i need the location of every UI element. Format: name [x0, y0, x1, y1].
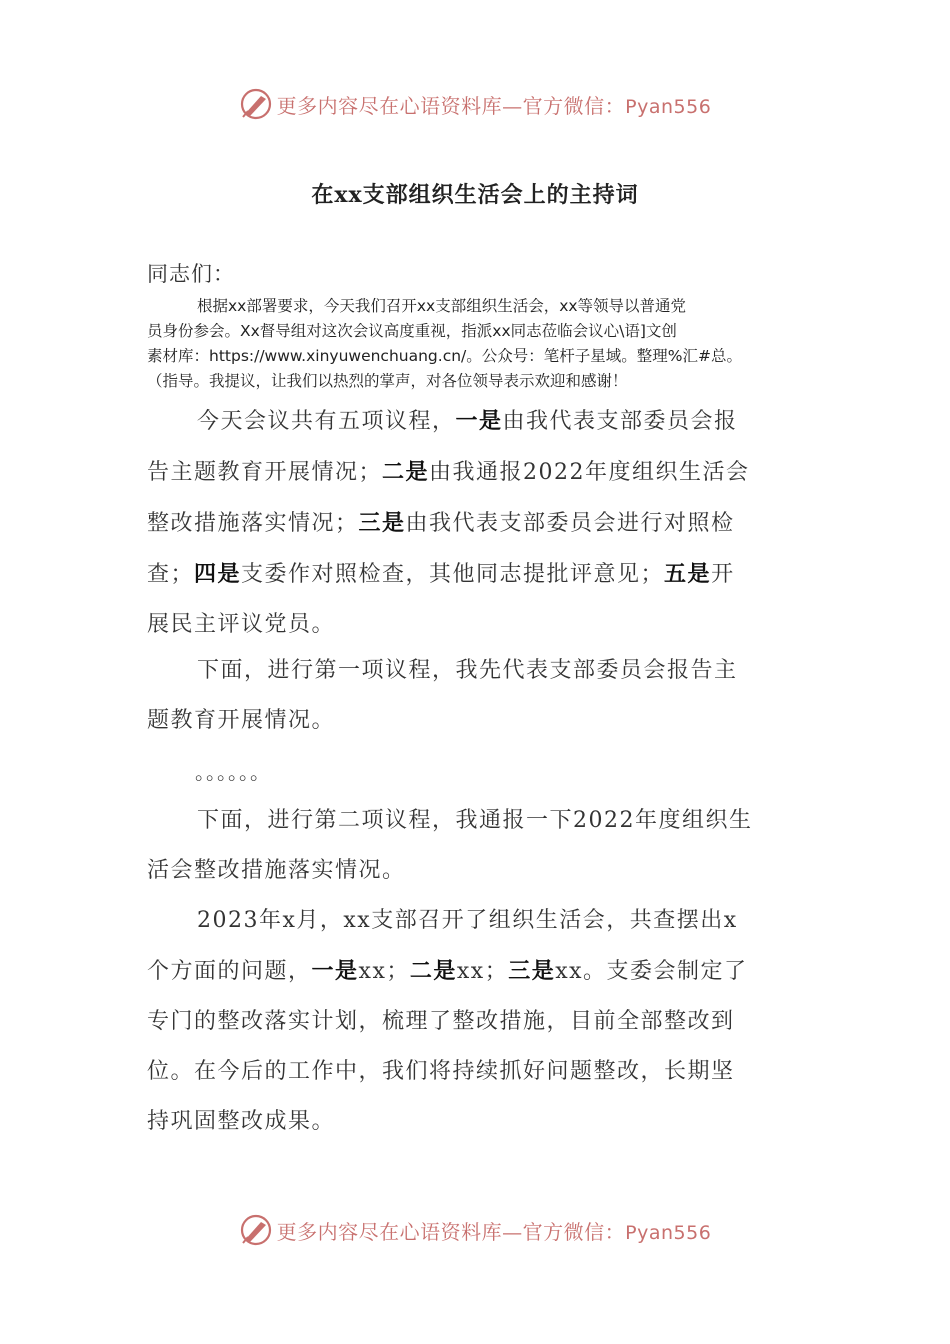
- text-run: 告主题教育开展情况；: [147, 460, 383, 485]
- paragraph-line: 持巩固整改成果。: [147, 1109, 336, 1134]
- item1-paragraph: [147, 646, 807, 746]
- notice-line: 员身份参会。Xx督导组对这次会议高度重视，指派xx同志莅临会议心\语]文创: [147, 322, 677, 340]
- banner-text: [277, 1216, 712, 1245]
- text-run: xx；: [358, 959, 410, 984]
- text-run: xx。支委会制定了: [555, 959, 748, 984]
- banner-wechat-id: Pyan556: [625, 1221, 712, 1244]
- bold-run: 三是: [508, 958, 556, 984]
- banner-wechat-id: Pyan556: [625, 95, 712, 118]
- paragraph-line: [147, 498, 807, 549]
- text-run: 开: [711, 562, 735, 587]
- paragraph-line: 活会整改措施落实情况。: [147, 858, 406, 883]
- bold-run: 三是: [358, 510, 406, 536]
- paragraph-line: 展民主评议党员。: [147, 612, 336, 637]
- paragraph-line: [147, 396, 807, 447]
- paragraph-line: 2023年x月，xx支部召开了组织生活会，共查摆出x: [197, 908, 738, 933]
- notice-line: 素材库：https://www.xinyuwenchuang.cn/。公众号：笔杆子星域。整理%汇#总。: [147, 347, 742, 365]
- paragraph-line: 下面，进行第二项议程，我通报一下2022年度组织生: [197, 808, 753, 833]
- bold-run: 二是: [382, 459, 430, 485]
- bold-run: 五是: [664, 561, 712, 587]
- text-run: 个方面的问题，: [147, 959, 312, 984]
- paragraph-line: [147, 946, 807, 997]
- text-run: xx；: [456, 959, 509, 984]
- paragraph-line: 题教育开展情况。: [147, 708, 336, 733]
- text-run: 今天会议共有五项议程，: [197, 409, 456, 434]
- greeting: 同志们：: [147, 262, 235, 286]
- paragraph-line: 下面，进行第一项议程，我先代表支部委员会报告主: [197, 658, 738, 683]
- banner-main-text: 更多内容尽在心语资料库—官方微信：: [276, 1219, 626, 1244]
- header-banner: [0, 84, 950, 124]
- text-run: 由我代表支部委员会进行对照检: [405, 511, 735, 536]
- text-run: 整改措施落实情况；: [147, 511, 359, 536]
- bold-run: 二是: [409, 958, 457, 984]
- bold-run: 四是: [194, 561, 242, 587]
- text-run: 由我代表支部委员会报: [502, 409, 738, 434]
- text-run: 支委作对照检查，其他同志提批评意见；: [241, 562, 665, 587]
- pen-circle-logo-icon: [239, 1213, 273, 1247]
- paragraph-line: [147, 549, 807, 600]
- pen-circle-logo-icon: [239, 87, 273, 121]
- banner-text: [277, 90, 712, 119]
- text-run: 查；: [147, 562, 195, 587]
- report-paragraph: [147, 896, 807, 1147]
- paragraph-line: 专门的整改落实计划，梳理了整改措施，目前全部整改到: [147, 1009, 735, 1034]
- bold-run: 一是: [455, 408, 503, 434]
- footer-banner: [0, 1210, 950, 1250]
- bold-run: 一是: [311, 958, 359, 984]
- document-title: 在xx支部组织生活会上的主持词: [311, 182, 639, 208]
- notice-line: 根据xx部署要求，今天我们召开xx支部组织生活会，xx等领导以普通党: [197, 297, 687, 315]
- ellipsis-dots: 。。。。。。: [195, 760, 271, 784]
- notice-paragraph: [147, 294, 812, 394]
- agenda-paragraph: [147, 396, 807, 650]
- paragraph-line: 位。在今后的工作中，我们将持续抓好问题整改，长期坚: [147, 1059, 735, 1084]
- notice-line: （指导。我提议，让我们以热烈的掌声，对各位领导表示欢迎和感谢！: [147, 372, 628, 390]
- text-run: 由我通报2022年度组织生活会: [429, 460, 750, 485]
- paragraph-line: [147, 447, 807, 498]
- banner-main-text: 更多内容尽在心语资料库—官方微信：: [276, 93, 626, 118]
- item2-paragraph: [147, 796, 807, 896]
